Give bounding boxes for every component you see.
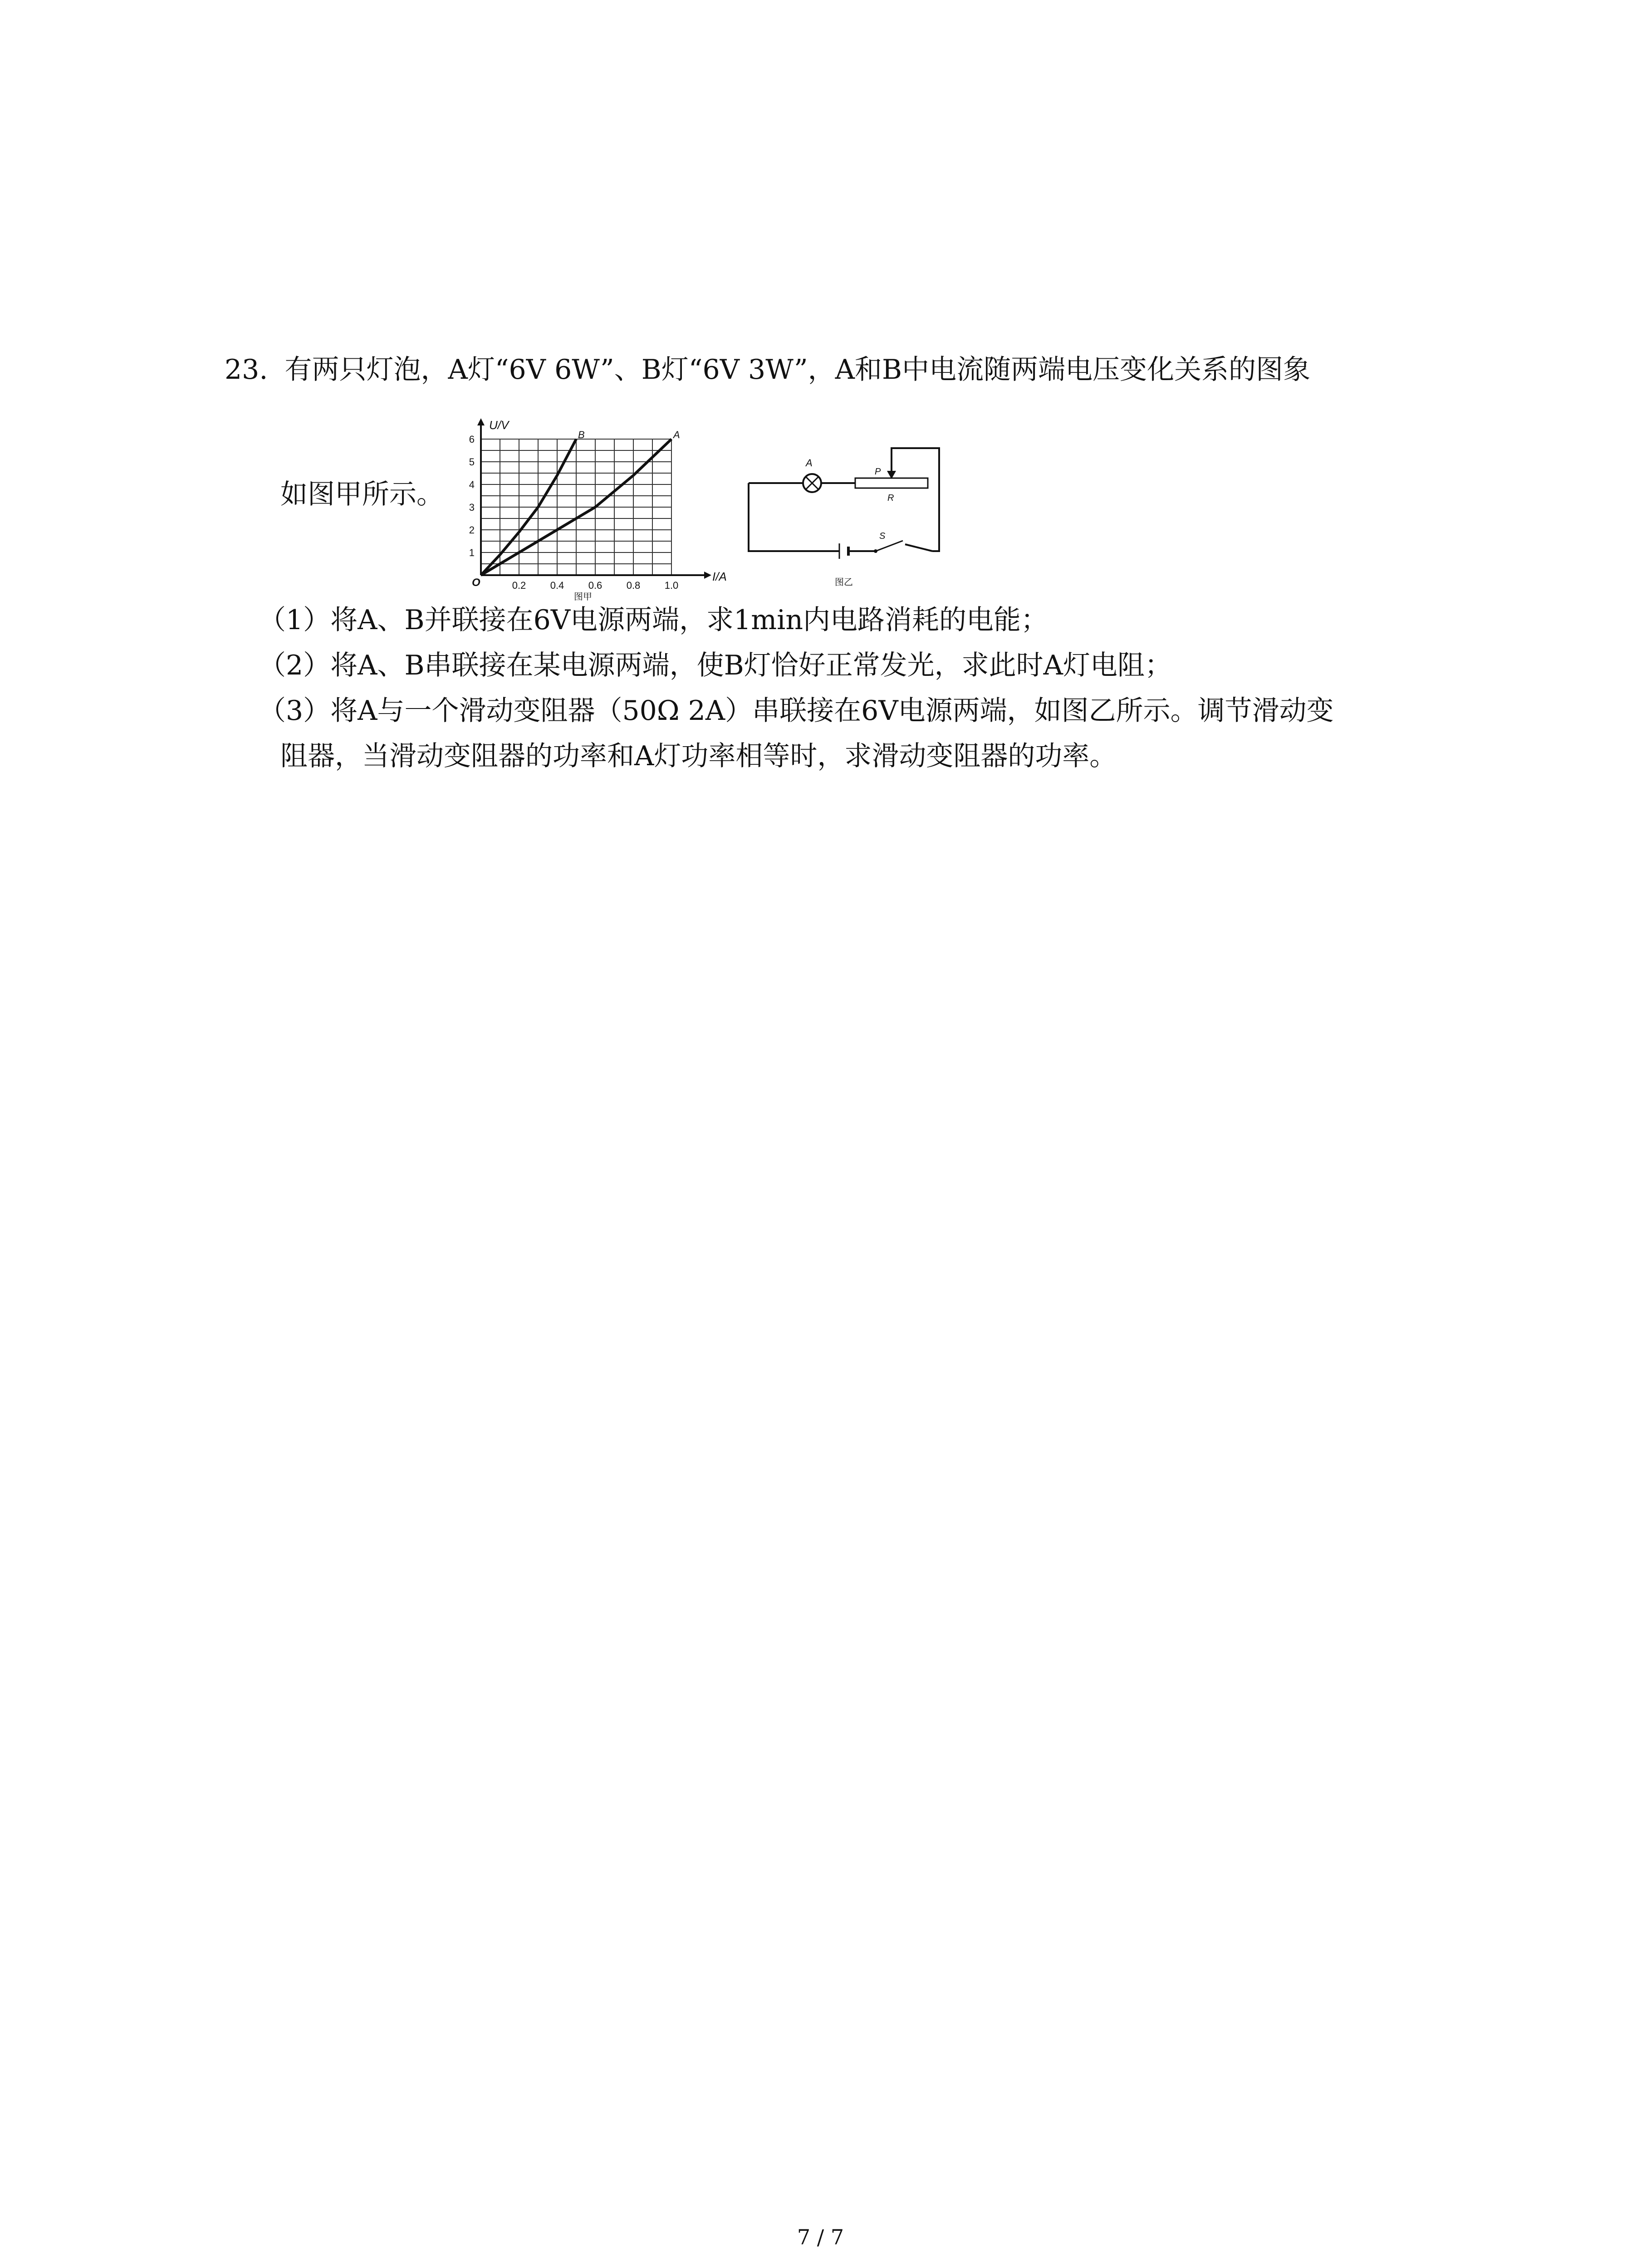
x-axis-label: I/A bbox=[712, 570, 727, 583]
curve-label-A: A bbox=[673, 429, 680, 440]
figure-jia-caption: 图甲 bbox=[574, 592, 592, 602]
y-tick-label: 1 bbox=[469, 547, 475, 558]
x-tick-label: 1.0 bbox=[664, 580, 679, 591]
y-tick-label: 2 bbox=[469, 524, 475, 536]
x-tick-label: 0.4 bbox=[550, 580, 564, 591]
y-axis-label: U/V bbox=[489, 418, 509, 432]
y-tick-labels bbox=[469, 434, 475, 558]
switch-label: S bbox=[879, 531, 886, 541]
y-tick-label: 3 bbox=[469, 502, 475, 513]
lamp-label: A bbox=[806, 457, 813, 469]
x-tick-label: 0.2 bbox=[512, 580, 526, 591]
x-tick-label: 0.6 bbox=[588, 580, 603, 591]
x-tick-labels bbox=[512, 580, 679, 591]
sub-question-2: （2）将A、B串联接在某电源两端，使B灯恰好正常发光，求此时A灯电阻； bbox=[259, 650, 1172, 681]
question-intro: 有两只灯泡，A灯“6V 6W”、B灯“6V 3W”，A和B中电流随两端电压变化关系的图象 bbox=[284, 354, 1311, 386]
question-number: 23. bbox=[225, 354, 268, 386]
sub-question-3: （3）将A与一个滑动变阻器（50Ω 2A）串联接在6V电源两端，如图乙所示。调节滑动变 bbox=[259, 695, 1334, 727]
sub-question-1: （1）将A、B并联接在6V电源两端，求1min内电路消耗的电能； bbox=[259, 604, 1048, 636]
graph-grid bbox=[481, 439, 671, 575]
question-line-1 bbox=[225, 352, 1310, 388]
battery-icon bbox=[839, 543, 848, 559]
figure-yi-caption: 图乙 bbox=[835, 577, 853, 587]
circuit-wire bbox=[749, 448, 939, 551]
graph-axes bbox=[477, 418, 711, 579]
curves bbox=[481, 429, 680, 575]
curve-label-B: B bbox=[578, 429, 585, 440]
x-tick-label: 0.8 bbox=[626, 580, 641, 591]
slider-label: P bbox=[875, 467, 881, 477]
resistor-label: R bbox=[887, 493, 894, 503]
figure-jia-graph bbox=[454, 417, 762, 612]
question-line-2: 如图甲所示。 bbox=[280, 479, 444, 510]
page-number: 7 / 7 bbox=[797, 2225, 844, 2249]
sub-question-3-cont: 阻器，当滑动变阻器的功率和A灯功率相等时，求滑动变阻器的功率。 bbox=[280, 740, 1117, 772]
y-tick-label: 4 bbox=[469, 479, 475, 490]
lamp-icon bbox=[803, 474, 821, 492]
y-tick-label: 6 bbox=[469, 434, 475, 445]
y-tick-label: 5 bbox=[469, 456, 475, 468]
figure-yi-circuit bbox=[740, 435, 957, 599]
origin-label: O bbox=[472, 577, 480, 589]
switch-icon bbox=[874, 541, 903, 553]
rheostat-icon bbox=[855, 478, 928, 488]
